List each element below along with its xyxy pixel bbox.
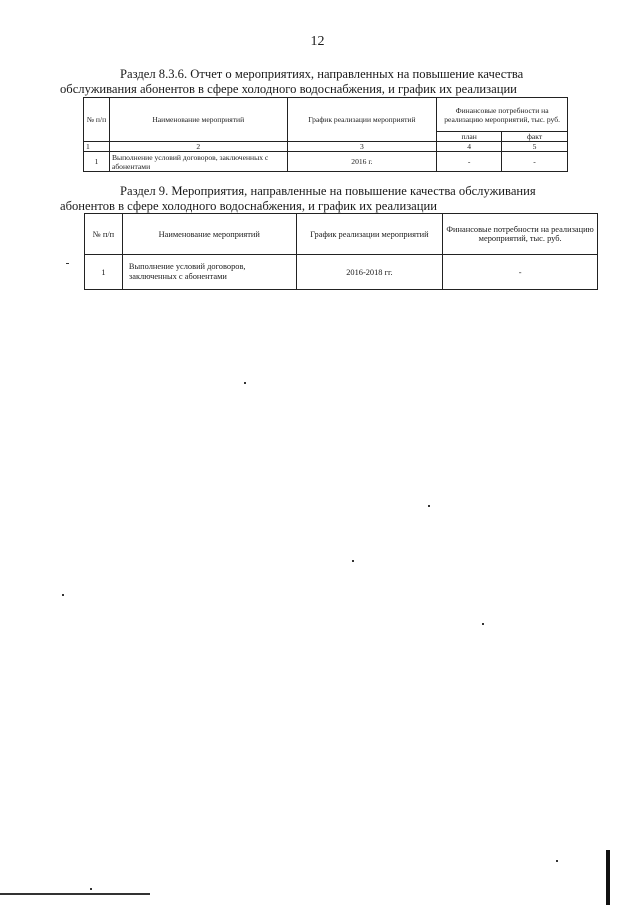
header-num: № п/п <box>84 98 110 142</box>
index-cell: 2 <box>109 142 287 152</box>
table-row <box>84 152 568 172</box>
heading-line: обслуживания абонентов в сфере холодного водоснабжения, и график их реализации <box>60 82 517 96</box>
scan-speck <box>62 594 64 596</box>
section-9-heading <box>60 184 600 214</box>
row-name: Выполнение условий договоров, заключенных с абонентами <box>109 152 287 172</box>
scan-speck <box>428 505 430 507</box>
scan-speck <box>556 860 558 862</box>
section-8-3-6-heading <box>60 67 568 97</box>
header-finance: Финансовые потребности на реализацию мероприятий, тыс. руб. <box>437 98 568 132</box>
row-plan: - <box>437 152 502 172</box>
header-plan: план <box>437 132 502 142</box>
header-schedule: График реализации мероприятий <box>287 98 437 142</box>
header-num: № п/п <box>85 214 123 255</box>
header-fact: факт <box>502 132 568 142</box>
scan-speck <box>482 623 484 625</box>
header-finance: Финансовые потребности на реализацию мероприятий, тыс. руб. <box>443 214 598 255</box>
table-index-row <box>84 142 568 152</box>
row-name: Выполнение условий договоров, заключенных с абонентами <box>122 255 296 290</box>
scan-speck <box>90 888 92 890</box>
row-num: 1 <box>84 152 110 172</box>
row-schedule: 2016 г. <box>287 152 437 172</box>
row-finance: - <box>443 255 598 290</box>
index-cell: 5 <box>502 142 568 152</box>
header-name: Наименование мероприятий <box>109 98 287 142</box>
heading-text: Раздел 8.3.6. Отчет о мероприятиях, направленных на повышение качества <box>120 67 524 81</box>
heading-line <box>60 67 568 82</box>
heading-text: Раздел 9. Мероприятия, направленные на повышение качества обслуживания <box>120 184 536 198</box>
row-num: 1 <box>85 255 123 290</box>
table-row <box>85 255 598 290</box>
index-cell: 3 <box>287 142 437 152</box>
header-schedule: График реализации мероприятий <box>296 214 443 255</box>
scan-speck <box>66 263 69 264</box>
scan-edge-line <box>0 893 150 895</box>
report-table <box>83 97 568 172</box>
row-fact: - <box>502 152 568 172</box>
heading-line <box>60 184 600 199</box>
scan-speck <box>244 382 246 384</box>
measures-table <box>84 213 598 290</box>
heading-line: абонентов в сфере холодного водоснабжения, и график их реализации <box>60 199 437 213</box>
index-cell: 1 <box>84 142 110 152</box>
row-schedule: 2016-2018 гг. <box>296 255 443 290</box>
scan-speck <box>352 560 354 562</box>
index-cell: 4 <box>437 142 502 152</box>
scan-edge-bar <box>606 850 610 905</box>
header-name: Наименование мероприятий <box>122 214 296 255</box>
page-number: 12 <box>310 34 325 49</box>
